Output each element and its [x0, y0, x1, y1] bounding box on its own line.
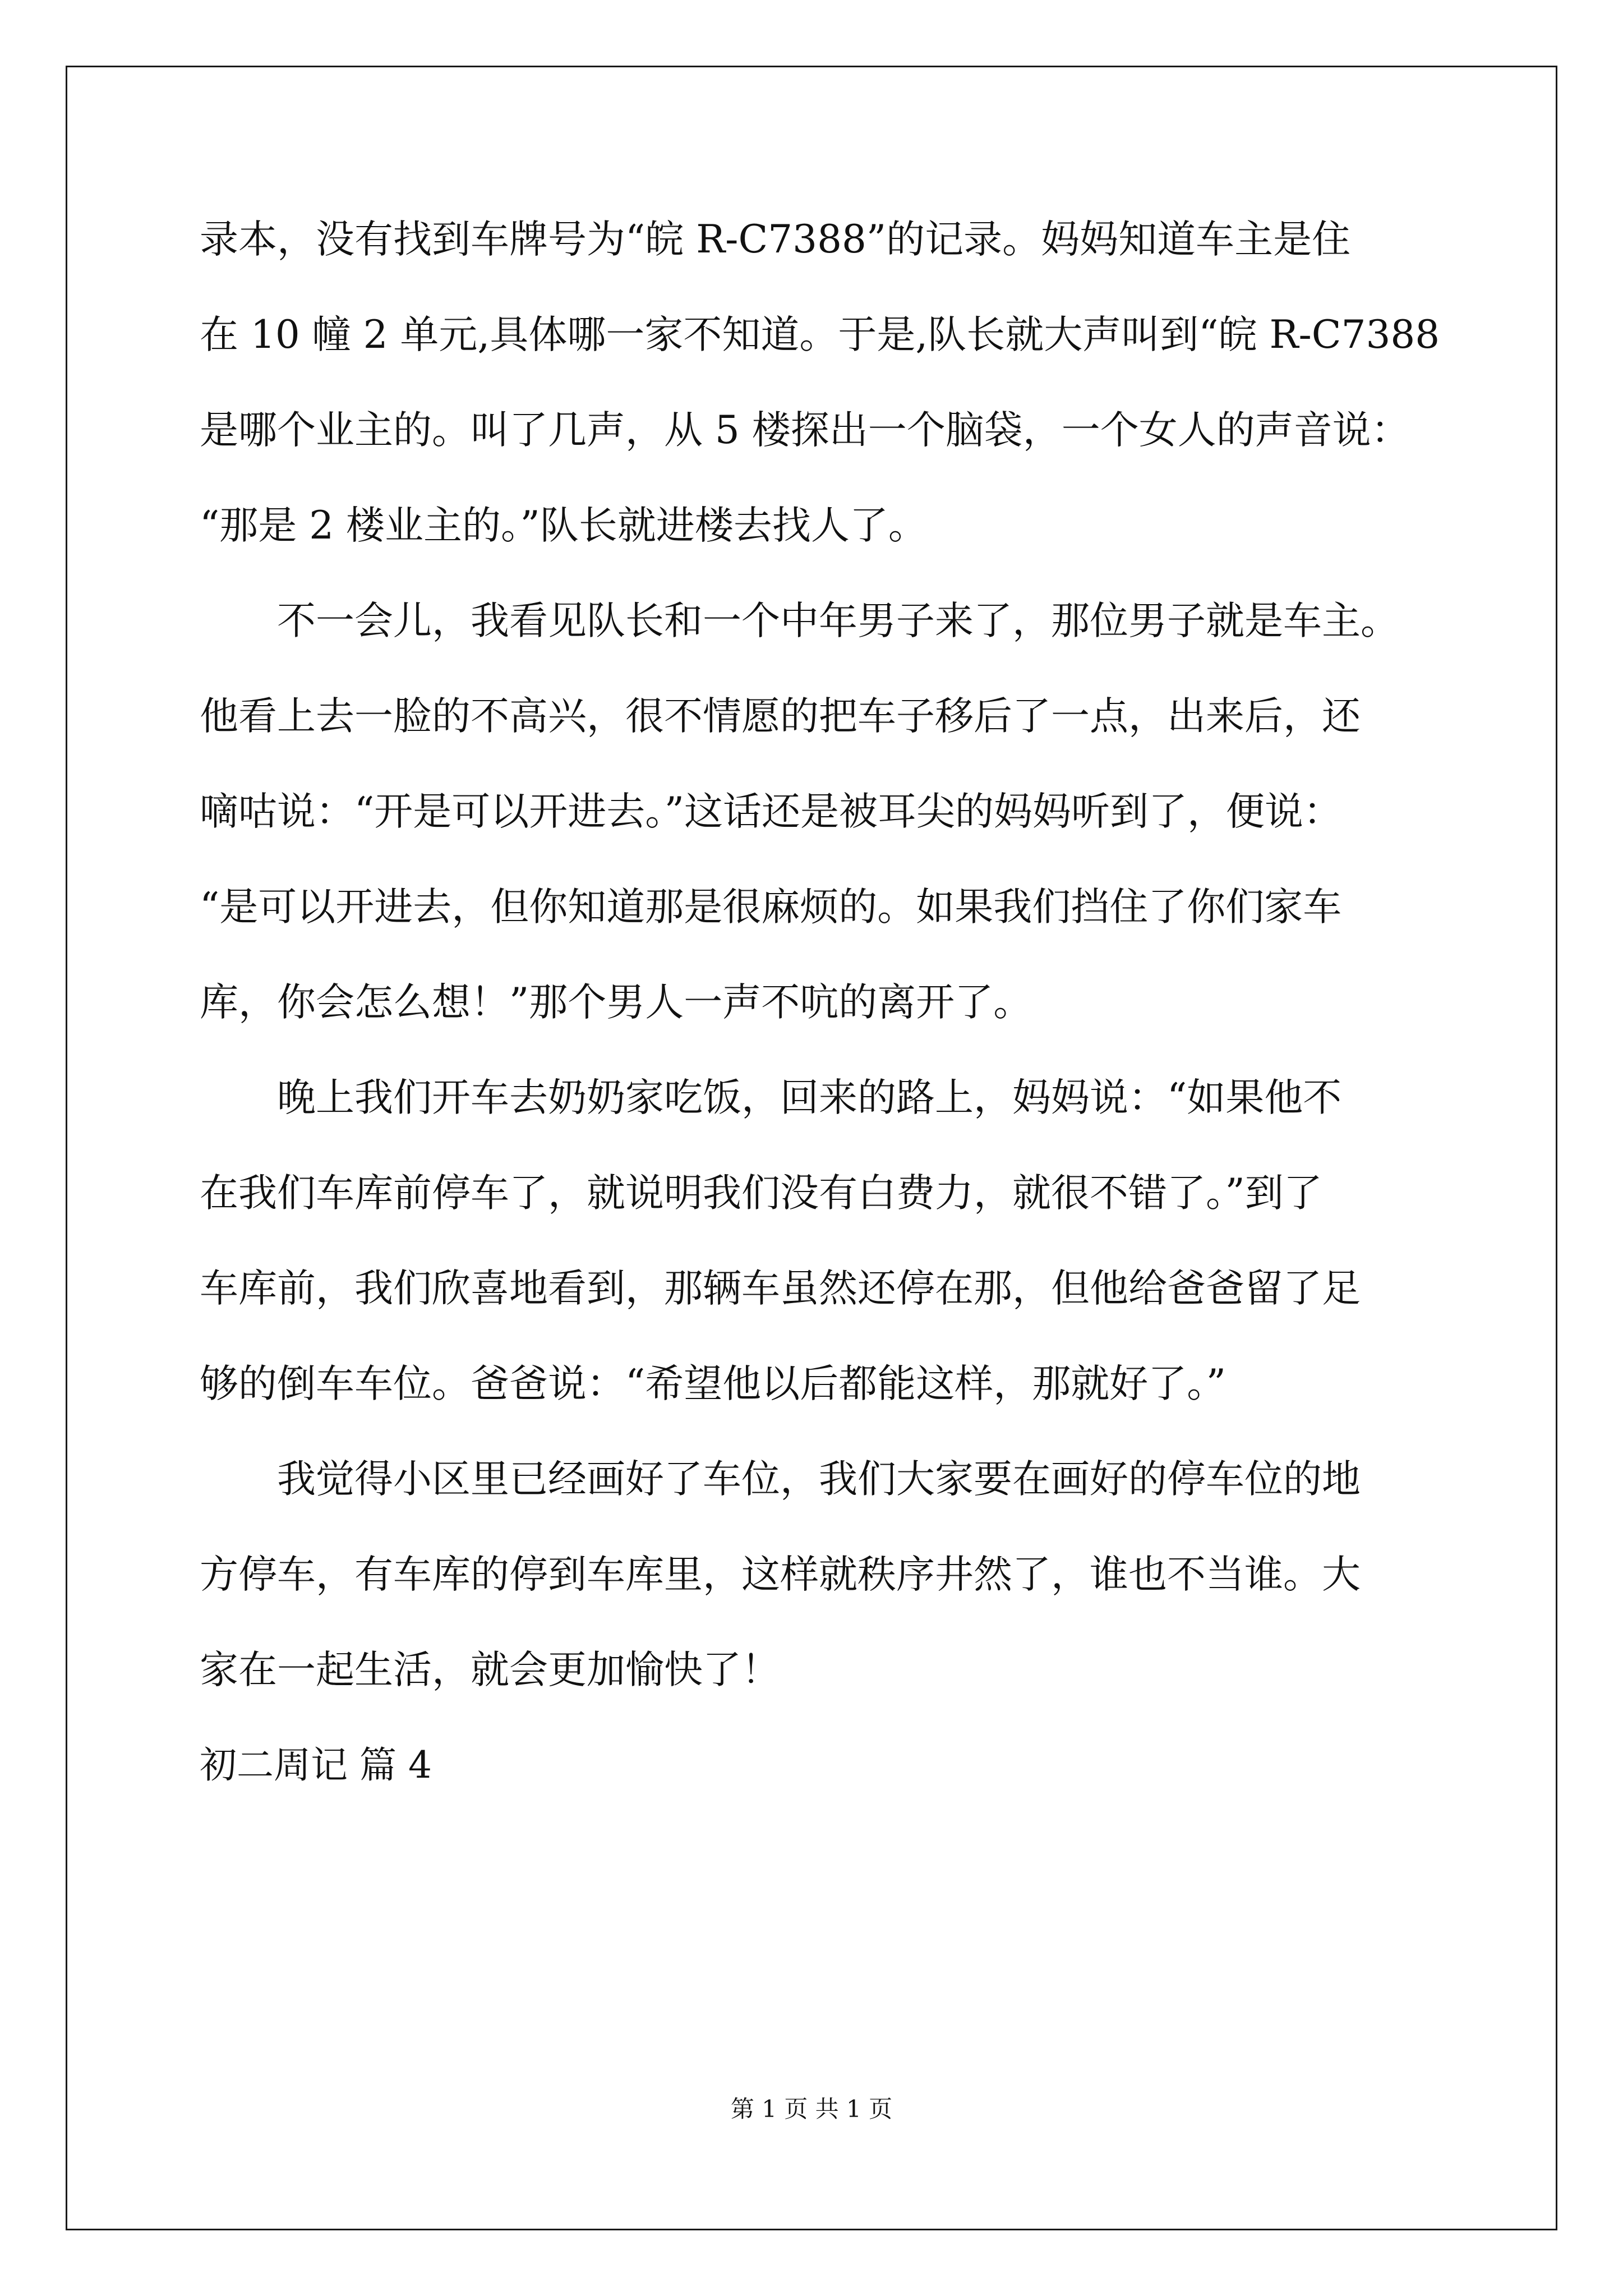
text-line: 够的倒车车位。爸爸说：“希望他以后都能这样，那就好了。” — [200, 1361, 1227, 1406]
text-line: 录本，没有找到车牌号为“皖 R-C7388”的记录。妈妈知道车主是住 — [200, 217, 1351, 262]
section-heading: 初二周记 篇 4 — [200, 1743, 432, 1787]
text-line: 他看上去一脸的不高兴，很不情愿的把车子移后了一点，出来后，还 — [200, 694, 1361, 739]
text-line: 在我们车库前停车了，就说明我们没有白费力，就很不错了。”到了 — [200, 1171, 1322, 1216]
text-line: 家在一起生活，就会更加愉快了！ — [200, 1648, 780, 1692]
text-line: 方停车，有车库的停到车库里，这样就秩序井然了，谁也不当谁。大 — [200, 1552, 1361, 1597]
text-line: 嘀咕说：“开是可以开进去。”这话还是被耳尖的妈妈听到了，便说： — [200, 789, 1343, 834]
text-line: 车库前，我们欣喜地看到，那辆车虽然还停在那，但他给爸爸留了足 — [200, 1266, 1361, 1311]
text-line: 晚上我们开车去奶奶家吃饭，回来的路上，妈妈说：“如果他不 — [277, 1075, 1342, 1120]
text-line: 是哪个业主的。叫了几声，从 5 楼探出一个脑袋，一个女人的声音说： — [200, 408, 1410, 453]
page-border — [66, 66, 1557, 2230]
text-line: “那是 2 楼业主的。”队长就进楼去找人了。 — [200, 503, 927, 548]
text-line: 不一会儿，我看见队长和一个中年男子来了，那位男子就是车主。 — [277, 599, 1399, 643]
text-line: 我觉得小区里已经画好了车位，我们大家要在画好的停车位的地 — [277, 1457, 1361, 1502]
text-line: 库，你会怎么想！”那个男人一声不吭的离开了。 — [200, 980, 1032, 1025]
page-footer: 第 1 页 共 1 页 — [730, 2095, 893, 2123]
text-line: 在 10 幢 2 单元,具体哪一家不知道。于是,队长就大声叫到“皖 R-C7388 — [200, 312, 1440, 357]
text-line: “是可以开进去，但你知道那是很麻烦的。如果我们挡住了你们家车 — [200, 885, 1342, 930]
